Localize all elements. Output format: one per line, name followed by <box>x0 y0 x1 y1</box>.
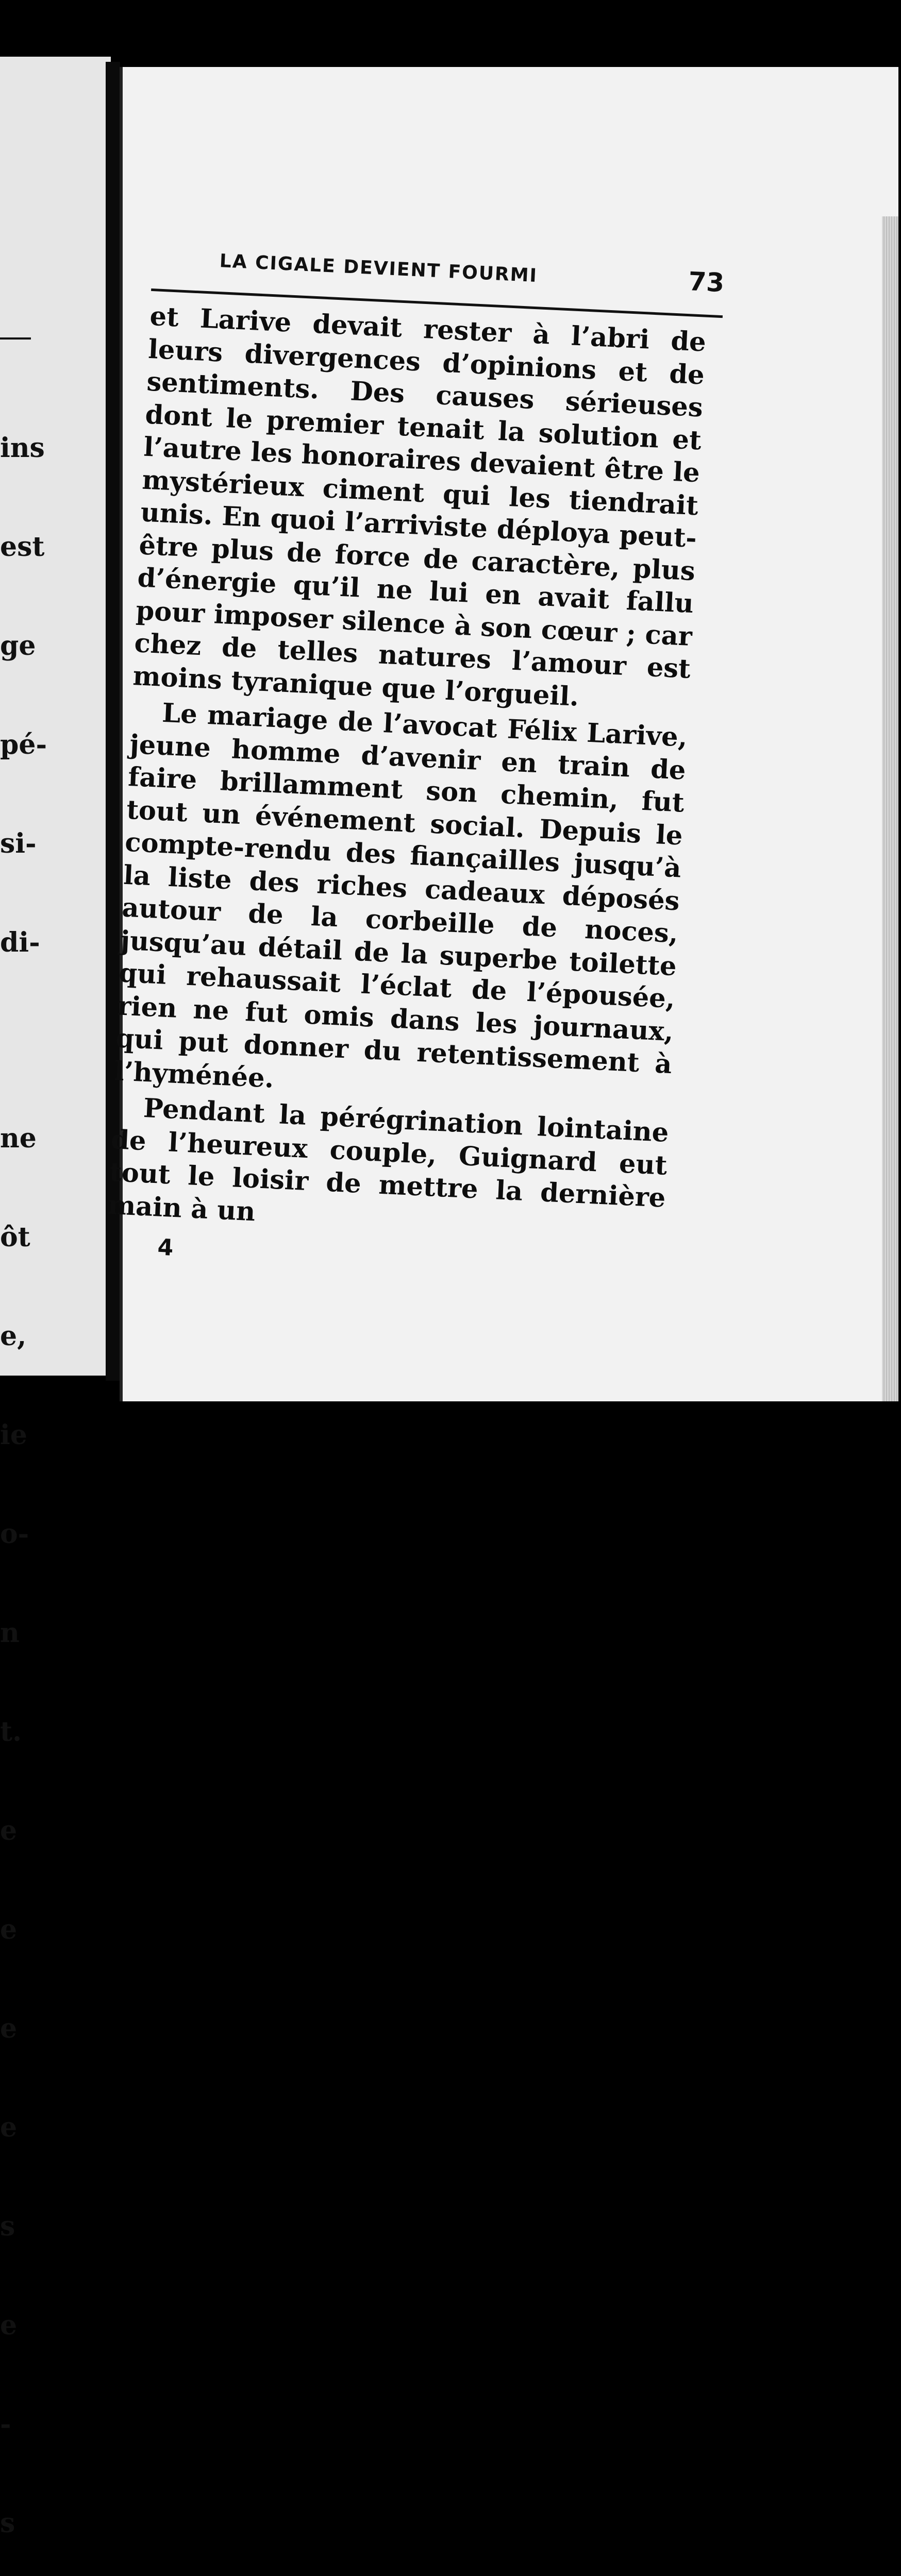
signature-mark: 4 <box>157 1234 174 1261</box>
fragment-line: ie <box>0 1419 27 1451</box>
book-page <box>107 67 898 1406</box>
previous-page-edge <box>0 57 111 2539</box>
fragment-line: est <box>0 531 45 563</box>
fragment-line: ge <box>0 630 36 662</box>
fragment-line: e <box>0 2112 18 2143</box>
page-number: 73 <box>688 266 725 298</box>
paragraph-1: et Larive devait rester à l’abri de leurs divergences d’opinions et de sentiments. Des causes sérieuses dont le premier tenait la solution et l’autre les honoraires devaient être le mystérieux ciment qui les tiendrait unis. En quoi l’arriviste déploya peut-être plus de force de caractère, plus d’énergie qu’il ne lui en avait fallu pour imposer silence à son cœur ; car chez de telles natures l’amour est moins tyranique que l’orgueil. <box>132 300 707 713</box>
fragment-gap <box>0 1025 46 1056</box>
fragment-line: ins <box>0 432 45 464</box>
paragraph-2: Le mariage de l’avocat Félix Larive, jeune homme d’avenir en train de faire brillamment son chemin, fut tout un événement social. Depuis le compte-rendu des fiançailles jusqu’à la liste des riches cadeaux déposés autour de la corbeille de noces, jusqu’au détail de la superbe toilette qui rehaussait l’éclat de l’épousée, rien ne fut omis dans les journaux, qui put donner du retentissement à l’hyménée. <box>113 697 688 1094</box>
fragment-line: o- <box>0 1518 29 1550</box>
fragment-line: - <box>0 2409 11 2440</box>
running-title: LA CIGALE DEVIENT FOURMI <box>219 250 538 287</box>
fragment-line: s <box>0 2507 15 2539</box>
fragment-line: n <box>0 1617 20 1649</box>
body-text <box>107 300 707 1248</box>
fragment-line: ne <box>0 1123 37 1154</box>
bottom-shadow <box>120 1401 901 1459</box>
fragment-line: e <box>0 2013 18 2044</box>
paragraph-3: Pendant la pérégrination lointaine de l’heureux couple, Guignard eut tout le loisir de mettre la dernière main à un <box>107 1092 670 1227</box>
fragment-line: pé- <box>0 729 47 760</box>
fragment-line: di- <box>0 927 40 958</box>
fragment-line: s <box>0 2211 15 2242</box>
previous-page-rule <box>0 337 31 340</box>
fragment-line: t. <box>0 1716 22 1748</box>
page-edge-stack <box>882 216 898 1401</box>
fragment-line: e <box>0 2310 18 2341</box>
fragment-line: e, <box>0 1320 27 1352</box>
fragment-line: si- <box>0 828 37 859</box>
page-content <box>106 237 725 1285</box>
running-head <box>152 237 725 310</box>
fragment-line: ôt <box>0 1222 30 1253</box>
fragment-line: e <box>0 1914 18 1945</box>
previous-page-text-fragments <box>0 366 46 2576</box>
fragment-line: e <box>0 1815 18 1846</box>
